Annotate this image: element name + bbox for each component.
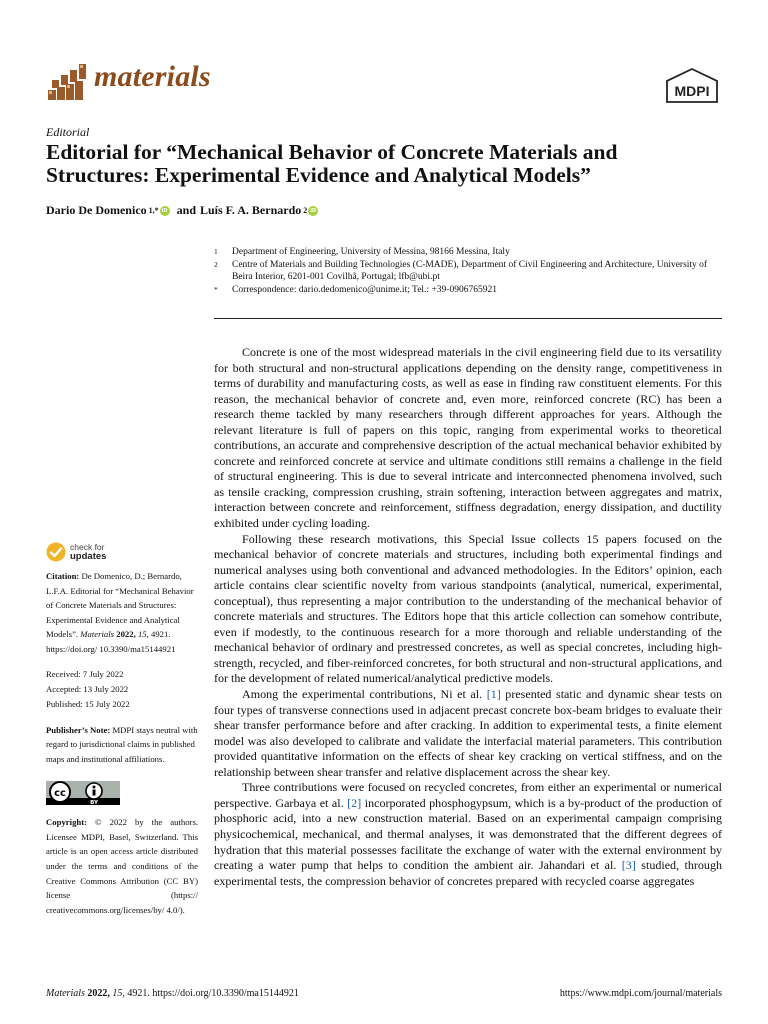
citation (46, 569, 198, 657)
affiliations (214, 246, 726, 296)
affiliation-number: 2 (214, 259, 218, 269)
author-list (46, 203, 321, 218)
footer-citation (46, 988, 299, 999)
publisher-note-text: MDPI stays neutral with regard to jurisdictional claims in published maps and institutional affiliations. (46, 724, 198, 764)
reference-link[interactable]: [1] (486, 687, 501, 702)
accepted-date: Accepted: 13 July 2022 (46, 683, 129, 694)
cc-badge-text: BY (90, 799, 98, 805)
reference-link[interactable]: [2] (347, 795, 362, 810)
citation-year: 2022, (116, 629, 136, 640)
footer-journal-url[interactable]: https://www.mdpi.com/journal/materials (559, 988, 722, 999)
paragraph: Concrete is one of the most widespread materials in the civil engineering field due to its versatility for both structural and non-structural applications depending on the density range, competitiveness in terms of durability and manufacturing costs, as well as ease in finding raw constituent elements. For this reason, the mechanical behavior of concrete and, even more, reinforced concrete (RC) has been a research theme tackled by many researchers through different approaches for years. Although the relevant literature is full of papers on this topic, ranging from experimental works to theoretical contributions, an accurate and comprehensive description of the actual mechanical behavior exhibited by concrete and reinforced concrete at service and ultimate conditions still remains a challenge in the field of structural engineering. This is due to several intricate and interconnected phenomena involved, such as tensile cracking, compression crushing, strain softening, interaction between aggregates and matrix, interaction between concrete and reinforcement, stiffness degradation, energy dissipation, and ductility exhibited under cycling loading. (214, 345, 722, 531)
author-connector: and (176, 203, 196, 217)
paragraph-text: incorporated phosphogypsum, which is a by-product of the production of phosphoric acid, into a new construction material. Based on an experimental campaign comprising physicochemical, mechanical, and thermal analyses, it was demonstrated that the different degrees of hydration that this material possesses facilitate the exchange of water with the external environment by creating a water pump that helps to condition the ambient air. Jahandari et al. (214, 795, 722, 873)
copyright-label: Copyright: (46, 817, 88, 828)
received-date: Received: 7 July 2022 (46, 668, 124, 679)
footer-journal: Materials (46, 988, 85, 999)
article-title: Editorial for “Mechanical Behavior of Concrete Materials and Structures: Experimental Evidence and Analytical Models” (46, 140, 618, 187)
footer-doi-link[interactable]: 4921. https://doi.org/10.3390/ma15144921 (127, 988, 299, 999)
citation-doi[interactable]: 4921. https://doi.org/ 10.3390/ma15144921 (46, 629, 176, 654)
paragraph: Following these research motivations, this Special Issue collects 15 papers focused on the mechanical behavior of concrete materials and structures, including both experimental findings and numerical analyses using both conventional and advanced methodologies. In the Editors’ opinion, each article contains clear scientific novelty from various standpoints (analytical, numerical, experimental, conceptual), thus representing a major contribution to the understanding of the mechanical behavior of concrete materials and structures. The Editors hope that this article collection can somehow contribute, even if modestly, to the continuous research for a more thorough and reliable understanding of the mechanical behavior of ordinary and prestressed concretes, as well as special concretes, including high-strength, recycled, and fiber-reinforced concretes, for both structural and non-structural applications, and for the development of related numerical/analytical predictive models. (214, 531, 722, 686)
published-date: Published: 15 July 2022 (46, 699, 130, 710)
affiliation-item (214, 259, 726, 284)
article-sidebar (46, 569, 198, 927)
check-updates-icon (46, 542, 66, 562)
copyright-text: © 2022 by the authors. Licensee MDPI, Basel, Switzerland. This article is an open access article distributed under the terms and conditions of the Creative Commons Attribution (CC BY) license (https:// creativecommons.org/licenses/by/ 4.0/). (46, 817, 199, 915)
citation-text: De Domenico, D.; Bernardo, L.F.A. Editorial for “Mechanical Behavior of Concrete Materials and Structures: Experimental Evidence and Analytical Models”. (46, 571, 194, 640)
affiliation-item (214, 284, 726, 297)
affiliation-number: 1 (214, 247, 218, 256)
copyright-notice (46, 815, 198, 917)
author-affiliation-marker: 1,* (148, 206, 159, 215)
affiliation-text: Department of Engineering, University of Messina, 98166 Messina, Italy (232, 247, 510, 257)
affiliation-text: Centre of Materials and Building Technologies (C-MADE), Department of Civil Engineering and Architecture, University of Beira Interior, 6201-001 Covilhã, Portugal; lfb@ubi.pt (232, 259, 708, 283)
orcid-icon[interactable] (160, 206, 170, 216)
check-updates-label (70, 543, 106, 561)
svg-text:cc: cc (54, 787, 66, 799)
correspondence-text: Correspondence: dario.dedomenico@unime.it; Tel.: +39-0906765921 (232, 284, 497, 295)
footer-year: 2022, (87, 988, 110, 999)
author-name[interactable]: Dario De Domenico (46, 203, 147, 217)
svg-text:MDPI: MDPI (674, 83, 710, 99)
article-dates (46, 667, 198, 713)
paragraph-text: presented static and dynamic shear tests on four types of transverse connections used in adjacent precast concrete box-beam bridges to evaluate their shear transfer performance before and after cracking. In addition to experimental tests, a finite element model was also developed to calibrate and validate the interfacial material parameters. This contribution provided quantitative information on the effects of shear key cracking on vertical stiffness, and on the relationship between shear transfer and relative displacement across the shear key. (214, 687, 722, 779)
publisher-note (46, 723, 198, 767)
author-affiliation-marker: 2 (303, 206, 308, 215)
divider (214, 318, 722, 319)
check-updates-line2: updates (70, 551, 107, 562)
cc-by-license-icon[interactable] (46, 781, 120, 805)
citation-label: Citation: (46, 571, 80, 581)
publisher-note-label: Publisher’s Note: (46, 724, 111, 735)
orcid-icon[interactable] (308, 206, 318, 216)
paragraph (214, 687, 722, 780)
journal-name: materials (94, 60, 211, 93)
check-for-updates-button[interactable] (46, 541, 126, 563)
citation-journal: Materials (80, 629, 115, 640)
affiliation-number: * (214, 284, 218, 294)
citation-volume: 15, (137, 629, 149, 640)
article-type: Editorial (46, 125, 90, 139)
footer-volume: 15, (112, 988, 125, 999)
article-body (214, 345, 722, 889)
reference-link[interactable]: [3] (621, 858, 636, 873)
paragraph-text: Among the experimental contributions, Ni et al. (242, 687, 483, 702)
mdpi-logo-icon (665, 68, 719, 104)
journal-logo-icon (46, 60, 90, 102)
affiliation-item (214, 246, 726, 259)
paragraph (214, 780, 722, 889)
check-updates-line1: check for (70, 542, 105, 552)
paragraph-text: studied, through experimental tests, the compression behavior of concretes prepared with recycled coarse aggregates (214, 858, 722, 888)
author-name[interactable]: Luís F. A. Bernardo (200, 203, 302, 217)
paragraph-text: Three contributions were focused on recycled concretes, from either an experimental or numerical perspective. Garbaya et al. (214, 780, 722, 810)
